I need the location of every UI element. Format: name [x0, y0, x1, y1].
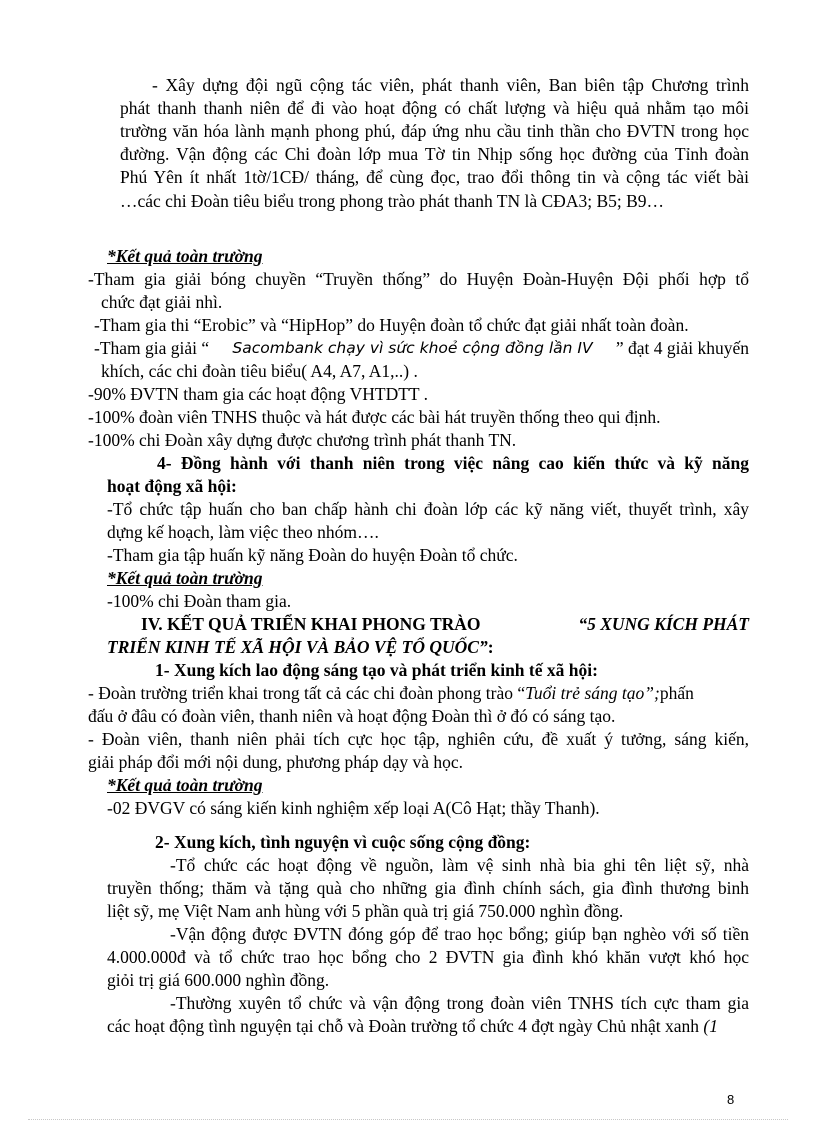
text-run: - Đoàn trường triển khai trong tất cả các chi đoàn phong trào “: [88, 683, 526, 703]
paragraph-line: …các chi Đoàn tiêu biểu trong phong trào phát thanh TN là CĐA3; B5; B9…: [120, 191, 665, 211]
result-line: -02 ĐVGV có sáng kiến kinh nghiệm xếp loại A(Cô Hạt; thầy Thanh).: [107, 798, 600, 818]
paragraph-line: trường văn hóa lành mạnh phong phú, đáp ứng nhu cầu tinh thần cho ĐVTN trong học: [120, 121, 749, 141]
text-run: :: [487, 637, 494, 657]
text-run: các hoạt động tình nguyện tại chỗ và Đoàn trường tổ chức 4 đợt ngày Chủ nhật xanh: [107, 1016, 704, 1036]
italic-movement-name: Tuổi trẻ sáng tạo”;: [525, 683, 660, 703]
subsection-heading: 2- Xung kích, tình nguyện vì cuộc sống cộng đồng:: [155, 832, 531, 852]
result-line: chức đạt giải nhì.: [101, 292, 223, 312]
result-heading: *Kết quả toàn trường: [107, 775, 263, 795]
result-line: -Tham gia thi “Erobic” và “HipHop” do Huyện đoàn tổ chức đạt giải nhất toàn đoàn.: [94, 315, 689, 335]
subsection-line: giỏi trị giá 600.000 nghìn đồng.: [107, 970, 330, 990]
result-line: khích, các chi đoàn tiêu biểu( A4, A7, A1,..) .: [101, 361, 418, 381]
paragraph-line: - Xây dựng đội ngũ cộng tác viên, phát thanh viên, Ban biên tập Chương trình: [152, 75, 749, 95]
subsection-line: truyền thống; thăm và tặng quà cho những gia đình chính sách, gia đình thương binh: [107, 878, 749, 898]
subsection-line: 4.000.000đ và tổ chức trao học bổng cho 2 ĐVTN gia đình khó khăn vượt khó học: [107, 947, 749, 967]
subsection-line: đấu ở đâu có đoàn viên, thanh niên và hoạt động Đoàn thì ở đó có sáng tạo.: [88, 706, 616, 726]
subsection-line: [88, 682, 749, 704]
text-run: phấn: [659, 683, 694, 703]
result-line: -Tham gia giải bóng chuyền “Truyền thống” do Huyện Đoàn-Huyện Đội phối hợp tổ: [88, 269, 749, 289]
result-heading: *Kết quả toàn trường: [107, 568, 263, 588]
text-run: -Tham gia giải “: [94, 338, 210, 358]
text-run: IV. KẾT QUẢ TRIỂN KHAI PHONG TRÀO: [141, 614, 481, 634]
italic-event-name: Sacombank chạy vì sức khoẻ cộng đồng lần IV: [232, 339, 593, 357]
footer-divider: [28, 1119, 788, 1120]
result-line: [94, 337, 749, 359]
text-run: “5 XUNG KÍCH PHÁT: [578, 614, 749, 634]
subsection-line: giải pháp đổi mới nội dung, phương pháp dạy và học.: [88, 752, 464, 772]
subsection-line: -Vận động được ĐVTN đóng góp để trao học bổng; giúp bạn nghèo với số tiền: [170, 924, 749, 944]
subsection-line: -Thường xuyên tổ chức và vận động trong đoàn viên TNHS tích cực tham gia: [170, 993, 749, 1013]
page-number: 8: [727, 1092, 735, 1107]
section-line: dựng kế hoạch, làm việc theo nhóm….: [107, 522, 379, 542]
text-run: TRIỂN KINH TẾ XÃ HỘI VÀ BẢO VỆ TỔ QUỐC”: [107, 637, 488, 657]
text-run: ” đạt 4 giải khuyến: [615, 338, 749, 358]
paragraph-line: đường. Vận động các Chi đoàn lớp mua Tờ tin Nhịp sống học đường của Tỉnh đoàn: [120, 144, 749, 164]
section-line: -Tổ chức tập huấn cho ban chấp hành chi đoàn lớp các kỹ năng viết, thuyết trình, xây: [107, 499, 749, 519]
subsection-line: - Đoàn viên, thanh niên phải tích cực học tập, nghiên cứu, đề xuất ý tưởng, sáng kiến,: [88, 729, 749, 749]
subsection-line: -Tổ chức các hoạt động về nguồn, làm vệ sinh nhà bia ghi tên liệt sỹ, nhà: [170, 855, 749, 875]
result-heading: *Kết quả toàn trường: [107, 246, 263, 266]
result-line: -90% ĐVTN tham gia các hoạt động VHTDTT .: [88, 384, 429, 404]
text-run: (1: [703, 1016, 718, 1036]
subsection-heading: 1- Xung kích lao động sáng tạo và phát triển kinh tế xã hội:: [155, 660, 598, 680]
result-line: -100% chi Đoàn tham gia.: [107, 591, 292, 611]
subsection-line: [107, 1015, 718, 1037]
section-heading: hoạt động xã hội:: [107, 476, 237, 496]
result-line: -100% đoàn viên TNHS thuộc và hát được các bài hát truyền thống theo qui định.: [88, 407, 661, 427]
section-IV-heading: [141, 613, 749, 635]
paragraph-line: phát thanh thanh niên để đi vào hoạt động có chất lượng và hiệu quả nhằm tạo môi: [120, 98, 749, 118]
section-line: -Tham gia tập huấn kỹ năng Đoàn do huyện Đoàn tổ chức.: [107, 545, 518, 565]
result-line: -100% chi Đoàn xây dựng được chương trình phát thanh TN.: [88, 430, 517, 450]
paragraph-line: Phú Yên ít nhất 1tờ/1CĐ/ tháng, để cùng đọc, trao đổi thông tin và cộng tác viết bài: [120, 167, 749, 187]
section-heading: 4- Đồng hành với thanh niên trong việc nâng cao kiến thức và kỹ năng: [157, 453, 749, 473]
section-IV-heading: [107, 636, 494, 658]
subsection-line: liệt sỹ, mẹ Việt Nam anh hùng với 5 phần quà trị giá 750.000 nghìn đồng.: [107, 901, 624, 921]
